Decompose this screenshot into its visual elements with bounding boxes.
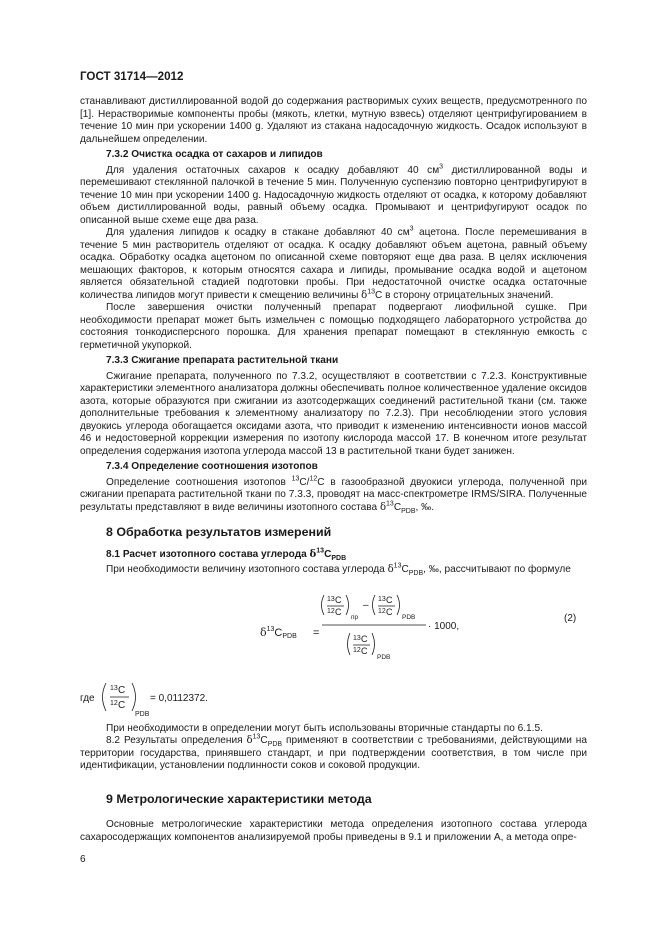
num2-c-bottom: C xyxy=(386,606,393,617)
intro-paragraph: станавливают дистиллированной водой до содержания растворимых сухих веществ, предусмотренного по [1]. Нерастворимые компоненты пробы (мякоть, клетки, мутную взвесь) отделяют центрифугированием в течение 10 мин при ускорении 1400 g. Удаляют из стакана надосадочную жидкость. Осадок используют в дальнейшем определении. xyxy=(80,96,587,145)
bracket-right-1 xyxy=(346,595,349,615)
section-9-title: 9 Метрологические характеристики метода xyxy=(106,791,372,806)
den-sub-pdb: PDB xyxy=(377,653,391,661)
paragraph-7-3-3: Сжигание препарата, полученного по 7.3.2, осуществляют в соответствии с 7.2.3. Конструктивные характеристики элементного анализатора должны обеспечивать полное количественное удаление оксидов азота, которые образуются при сжигании из азотсодержащих соединений растительной ткани (см. также дополнительные требования к элементному анализатору по 7.2.3). При несоблюдении этого условия двуокись углерода обогащается оксидами азота, что приводит к изменению интенсивности ионов массой 46 и недостоверной коррекции измерения по изотопу кислорода массой 17. В конечном итоге результат определения содержания изотопа углерода массой 13 в растительной ткани будет занижен. xyxy=(80,370,587,457)
document-header: ГОСТ 31714—2012 xyxy=(80,70,184,83)
formula-2 xyxy=(80,581,587,673)
bracket-right-2 xyxy=(397,595,400,615)
paragraph-8-1: При необходимости величину изотопного состава углерода $\delta^{13}С_{PDB}$, ‰, рассчитывают по формуле xyxy=(106,562,571,578)
where-bracket-left xyxy=(103,683,107,711)
where-clause xyxy=(80,677,587,721)
where-sup12: 12 xyxy=(110,699,118,707)
num2-sup12: 12 xyxy=(378,607,386,615)
num1-sup13: 13 xyxy=(327,595,335,603)
paragraph-7-3-2-drying: После завершения очистки полученный препарат подвергают лиофильной сушке. При необходимости препарат может быть измельчен с помощью подходящего лабораторного устройства до состояния тонкодисперсного порошка. Для хранения препарат помещают в стеклянную емкость с герметичной укупоркой. xyxy=(80,302,587,351)
formula-lhs: $\delta^{13}CPDB$ xyxy=(260,625,297,640)
den-sup13: 13 xyxy=(353,634,361,642)
where-sup13: 13 xyxy=(110,684,118,692)
paragraph-secondary-standards: При необходимости в определении могут быть использованы вторичные стандарты по 6.1.5. xyxy=(106,722,543,734)
where-c-top: C xyxy=(118,684,126,696)
den-c-bottom: C xyxy=(361,645,368,656)
page-number: 6 xyxy=(80,854,86,865)
paragraph-7-3-4: Определение соотношения изотопов $^{13}$С/$^{12}$С в газообразной двуокиси углерода, полученной при сжигании препарата растительной ткани по 7.3.3, проводят на масс-спектрометре IRMS/SIRA. Полученные результаты представляют в виде величины изотопного состава $\delta^{13}С_{PDB}$, ‰. xyxy=(80,475,587,515)
bracket-right-3 xyxy=(372,633,375,655)
heading-7-3-3: 7.3.3 Сжигание препарата растительной ткани xyxy=(106,355,339,366)
num1-sup12: 12 xyxy=(327,607,335,615)
num1-c-top: C xyxy=(335,594,342,605)
paragraph-7-3-2-lipids: Для удаления липидов к осадку в стакане добавляют 40 $см^3$ ацетона. После перемешивания в течение 5 мин растворитель отделяют от осадка. К осадку добавляют объем ацетона, равный объему осадка. Обработку осадка ацетоном по описанной схеме повторяют еще два раза. В целях исключения мешающих факторов, к которым относятся сахара и липиды, промывание осадка водой и ацетоном является обязательной стадией подготовки пробы. При недостаточной очистке осадка остаточные количества липидов могут привести к смещению величины $\delta^{13}С$ в сторону отрицательных значений. xyxy=(80,225,587,301)
where-graphic xyxy=(80,677,587,721)
section-8-title: 8 Обработка результатов измерений xyxy=(106,525,332,539)
formula-2-graphic xyxy=(80,581,587,673)
num2-c-top: C xyxy=(386,594,393,605)
where-c-bottom: C xyxy=(118,699,126,711)
paragraph-8-2: 8.2 Результаты определения $\delta^{13}С_{PDB}$ применяют в соответствии с требованиями, действующими на территории государства, принявшего стандарт, и при подтверждении соответствия, в том числе при идентификации, установлении подлинности соков и соковой продукции. xyxy=(80,733,587,771)
bracket-left-2 xyxy=(373,595,376,615)
num1-c-bottom: C xyxy=(335,606,342,617)
formula-number: (2) xyxy=(564,612,577,624)
num1-sub-pr: пр xyxy=(351,613,359,621)
where-sub-pdb: PDB xyxy=(135,710,150,718)
heading-7-3-4: 7.3.4 Определение соотношения изотопов xyxy=(106,461,318,472)
num2-sup13: 13 xyxy=(378,595,386,603)
paragraph-7-3-2-sugars: Для удаления остаточных сахаров к осадку добавляют 40 $см^3$ дистиллированной воды и перемешивают стеклянной палочкой в течение 5 мин. Полученную суспензию повторно центрифугируют в течение 10 мин при ускорении 1400 g. Надосадочную жидкость отделяют от осадка, к которому добавляют объем дистиллированной воды, равный объему осадка. Промывают и центрифугируют осадок по описанной выше схеме еще два раза. xyxy=(80,163,587,226)
formula-equals: = xyxy=(313,626,320,639)
formula-minus: – xyxy=(363,599,369,611)
den-c-top: C xyxy=(361,633,368,644)
den-sup12: 12 xyxy=(353,646,361,654)
num2-sub-pdb: PDB xyxy=(402,613,416,621)
where-bracket-right xyxy=(132,683,136,711)
bracket-left-3 xyxy=(348,633,351,655)
where-value: = 0,0112372. xyxy=(150,692,208,704)
formula-times-1000: · 1000, xyxy=(428,620,460,632)
heading-7-3-2: 7.3.2 Очистка осадка от сахаров и липидов xyxy=(106,149,323,160)
heading-8-1: 8.1 Расчет изотопного состава углерода $\delta^{13}С_{PDB}$ xyxy=(106,547,347,562)
where-label: где xyxy=(80,692,95,704)
paragraph-9: Основные метрологические характеристики метода определения изотопного состава углерода сахаросодержащих компонентов анализируемой пробы приведены в 9.1 и приложении А, а метода опре- xyxy=(80,819,587,843)
bracket-left-1 xyxy=(322,595,325,615)
document-body xyxy=(80,96,587,844)
